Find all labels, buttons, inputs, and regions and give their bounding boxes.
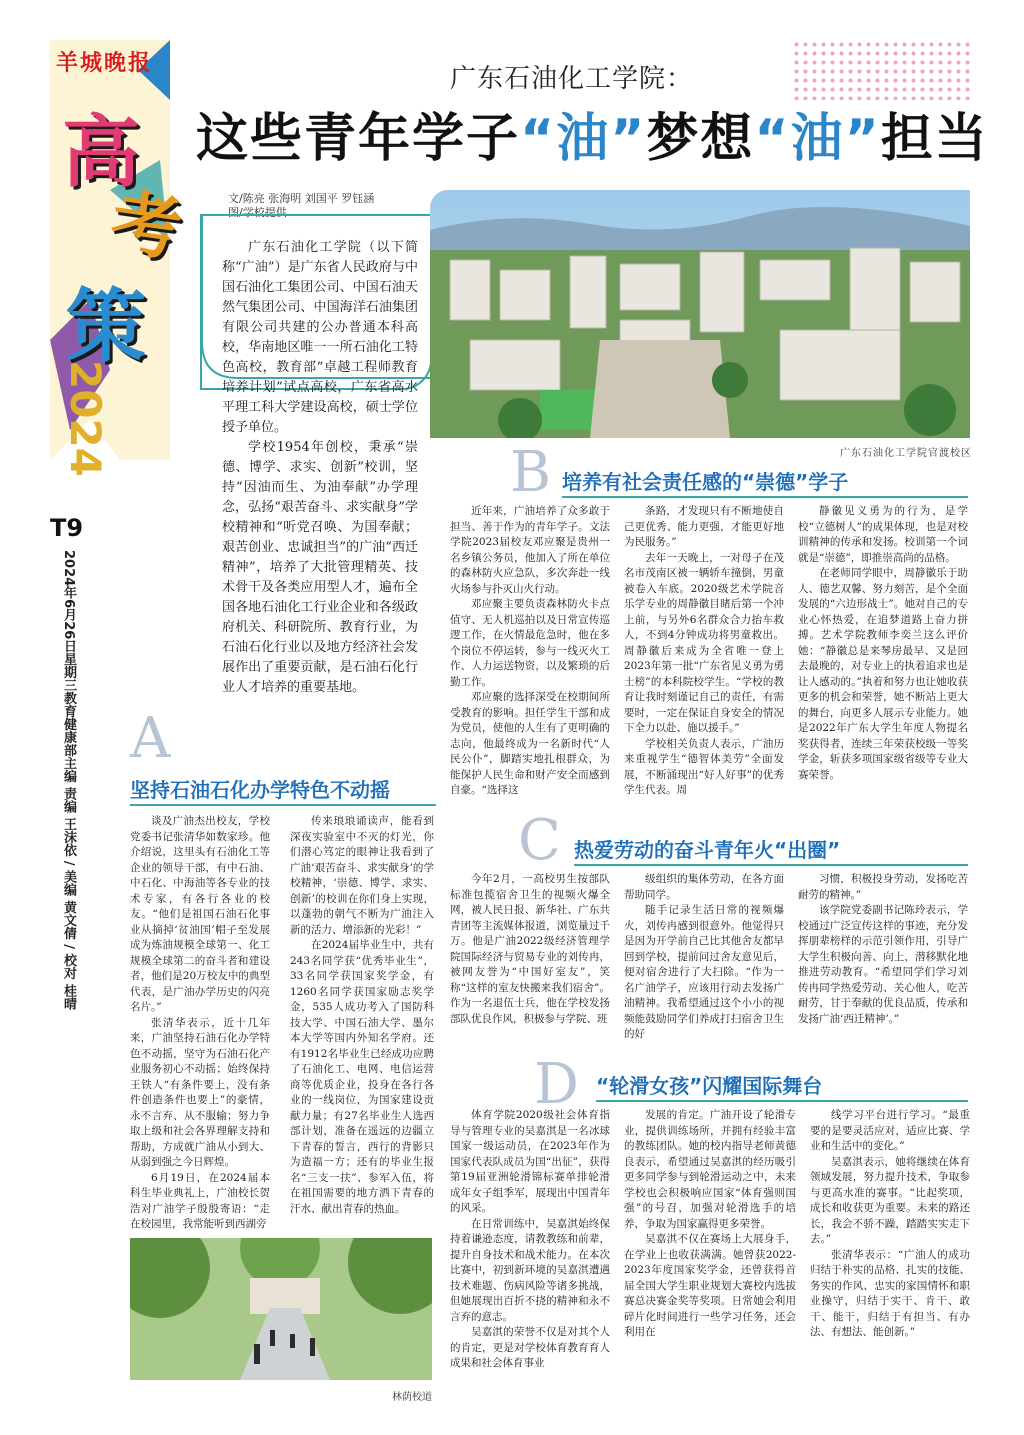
campus-aerial-photo bbox=[430, 190, 970, 438]
section-d-rule bbox=[596, 1100, 968, 1102]
section-c-column-2: 级组织的集体劳动，在各方面帮助同学。 随手记录生活日常的视频爆火，刘传冉感到很意外。他觉得只是因为开学前自己比其他舍友都早回到学校，提前问过舍友意见后，便对宿舍进行了大扫除。“作为一名广油学子，应该用行动去发扬广油精神。我希望通过这个小小的视频能鼓励同学们养成打扫宿舍卫生的好 bbox=[624, 873, 784, 1040]
photo-caption-top: 广东石油化工学院官渡校区 bbox=[840, 448, 972, 459]
masthead-logo: 羊城晚报 bbox=[56, 51, 153, 76]
headline-title: 这些青年学子“油”梦想“油”担当 bbox=[196, 109, 989, 169]
section-a-letter: A bbox=[130, 706, 171, 771]
page-meta-vertical: 2024年6月26日星期三教育健康部主编 责编 王沫依 / 美编 黄文倩 / 校对 桂晴 bbox=[61, 550, 76, 1011]
column-year: 2024 bbox=[61, 360, 110, 477]
photo-caption-bottom: 林荫校道 bbox=[392, 1392, 432, 1403]
section-d-column-1: 体育学院2020级社会体育指导与管理专业的吴嘉淇是一名冰球国家一级运动员，在2023年作为国家代表队成员为国“出征”，获得第19届亚洲轮滑锦标赛单排轮滑成年女子组季军，展现出中国青年的风采。 在日常训练中，吴嘉淇始终保持着谦逊态度，请教教练和前辈，提升自身技术和战术能力。在本次比赛中，初到新环境的吴嘉淇遭遇技术难题、伤病风险等诸多挑战，但她展现出百折不挠的精神和永不言弃的意志。 吴嘉淇的荣誉不仅是对其个人的肯定，更是对学校体育教育育人成果和社会体育事业 bbox=[450, 1109, 610, 1369]
column-glyph-2: 考 bbox=[105, 179, 187, 272]
headline-subtitle: 广东石油化工学院： bbox=[450, 64, 694, 94]
section-c-title: 热爱劳动的奋斗青年火“出圈” bbox=[574, 838, 841, 862]
section-d-title: “轮滑女孩”闪耀国际舞台 bbox=[596, 1074, 823, 1098]
section-d-column-3: 线学习平台进行学习。“最重要的是要灵活应对，适应比赛、学业和生活中的变化。” 吴嘉淇表示，她将继续在体育领域发展，努力提升技术，争取参与更高水准的赛事。“比起奖项，成长和收获更为重要。未来的路还长，我会不骄不躁，踏踏实实走下去。” 张清华表示：“广油人的成功归结于朴实的品格、扎实的技能、务实的作风、忠实的家国情怀和职业操守，归结于实干、肯干、敢干、能干，归结于有担当、有办法、有想法、能创新。” bbox=[810, 1109, 970, 1338]
section-b-column-2: 条路，才发现只有不断地使自己更优秀、能力更强，才能更好地为民服务。” 去年一天晚上，一对母子在茂名市茂南区被一辆轿车撞倒，男童被卷入车底。2020级艺术学院音乐学专业的周静徽目睹后第一个冲上前，与另外6名群众合力抬车救人，不到4分钟成功将男童救出。周静徽后来成为全省唯一登上2023年第一批“广东省见义勇为勇士榜”的本科院校学生。“学校的教育让我时刻谨记自己的责任，有需要时，一定在保证自身安全的情况下全力以赴、施以援手。” 学校相关负责人表示，广油历来重视学生“德智体美劳”全面发展，不断涌现出“好人好事”的优秀学生代表。周 bbox=[624, 505, 784, 796]
dot-pattern-decoration bbox=[792, 40, 972, 100]
section-c-column-1: 今年2月，一高校男生按部队标准包揽宿舍卫生的视频火爆全网，被人民日报、新华社、广东共青团等主流媒体报道，浏览量过千万。他是广油2022级经济管理学院国际经济与贸易专业的刘传冉，被网友誉为“中国好室友”，笑称“这样的室友快搬来我们宿舍”。作为一名退伍士兵，他在学校发扬部队优良作风，积极参与学院、班 bbox=[450, 873, 610, 1025]
section-b-rule bbox=[562, 496, 968, 498]
section-d-letter: D bbox=[534, 1052, 579, 1117]
section-c-column-3: 习惯，积极投身劳动，发扬吃苦耐劳的精神。” 该学院党委副书记陈玲表示，学校通过广泛宣传这样的事迹，充分发挥朋辈榜样的示范引领作用，引导广大学生积极向善、向上，潜移默化地推进劳动教育。“希望同学们学习刘传冉同学热爱劳动、关心他人，吃苦耐劳，甘于奉献的优良品质，传承和发扬广油‘西迁精神’。” bbox=[798, 873, 968, 1025]
page-number: T9 bbox=[50, 514, 84, 542]
section-b-title: 培养有社会责任感的“崇德”学子 bbox=[562, 470, 849, 494]
column-glyph-1: 高 bbox=[62, 107, 141, 198]
byline: 文/陈亮 张海明 刘国平 罗钰涵 图/学校提供 bbox=[228, 192, 375, 219]
section-a-rule bbox=[130, 804, 436, 806]
column-glyph-3: 策 bbox=[66, 279, 146, 373]
section-a-title: 坚持石油石化办学特色不动摇 bbox=[130, 778, 390, 802]
section-d-column-2: 发展的肯定。广油开设了轮滑专业，提供训练场所，并拥有经验丰富的教练团队。她的校内指导老师黄德良表示，希望通过吴嘉淇的经历吸引更多同学参与到轮滑运动之中，未来学校也会积极响应国家“体育强则国强”的号召，加强对轮滑选手的培养，争取为国家赢得更多荣誉。 吴嘉淇不仅在赛场上大展身手，在学业上也收获满满。她曾获2022-2023年度国家奖学金，还曾获得首届全国大学生职业规划大赛校内选拔赛总决赛金奖等奖项。日常她会利用碎片化时间进行一些学习任务，还会利用在 bbox=[624, 1109, 796, 1338]
section-c-letter: C bbox=[518, 808, 561, 873]
intro-text: 广东石油化工学院（以下简称“广油”）是广东省人民政府与中国石油化工集团公司、中国石油天然气集团公司、中国海洋石油集团有限公司共建的公办普通本科高校，华南地区唯一一所石油化工特色高校，教育部“卓越工程师教育培养计划”试点高校，广东省高水平理工科大学建设高校，硕士学位授予单位。 学校1954年创校，秉承“崇德、博学、求实、创新”校训，坚持“因油而生、为油奉献”办学理念，弘扬“艰苦奋斗、求实献身”学校精神和“听党召唤、为国奉献；艰苦创业、忠诚担当”的广油“西迁精神”，培养了大批管理精英、技术骨干及各类应用型人才，遍布全国各地石油化工行业企业和各级政府机关、科研院所、教育行业，为石油石化行业以及地方经济社会发展作出了重要贡献，是石油石化行业人才培养的重要基地。 bbox=[222, 240, 418, 695]
campus-boulevard-photo bbox=[130, 1238, 432, 1380]
section-a-column-1: 谈及广油杰出校友，学校党委书记张清华如数家珍。他介绍说，这里头有石油化工等企业的领导干部，有中石油、中石化、中海油等各专业的技术专家，有各行各业的校友。“他们是祖国石油石化事业从摘掉‘贫油国’帽子至发展成为炼油规模全球第一、化工规模全球第二的奋斗者和建设者，他们是20万校友中的典型代表，是广油办学历史的闪亮名片。” 张清华表示，近十几年来，广油坚持石油石化办学特色不动摇，坚守为石油石化产业服务初心不动摇；始终保持王铁人“有条件要上，没有条件创造条件也要上”的豪情，永不言弃、从不服输；努力争取上级和社会各界理解支持和帮助，方成就广油从小到大、从弱到强之今日辉煌。 6月19日，在2024届本科生毕业典礼上，广油校长贺浩对广油学子殷殷寄语：“走在校园里，我常能听到西湖旁 bbox=[130, 815, 270, 1230]
intro-border bbox=[190, 232, 440, 382]
section-a-column-2: 传来琅琅诵读声，能看到深夜实验室中不灭的灯光，你们潜心笃定的眼神让我看到了广油‘艰苦奋斗、求实献身’的学校精神，‘崇德、博学、求实、创新’的校训在你们身上实现，以蓬勃的朝气不断为广油注入新的活力、增添新的光彩！” 在2024届毕业生中，共有243名同学获“优秀毕业生”，33名同学获国家奖学金，有1260名同学获国家励志奖学金，535人成功考入了国防科技大学、中国石油大学、墨尔本大学等国内外知名学府。还有1912名毕业生已经成功应聘了石油化工、电网、电信运营商等优质企业，投身在各行各业的一线岗位，为国家建设贡献力量；有27名毕业生人选西部计划，准备在遥远的边疆立下青春的誓言，西行的背影只为造福一方；还有的毕业生报名“三支一扶”、参军入伍，将在祖国需要的地方洒下青春的汗水、献出青春的热血。 bbox=[290, 815, 434, 1215]
section-c-rule bbox=[574, 864, 968, 866]
section-b-letter: B bbox=[510, 440, 552, 505]
section-b-column-1: 近年来，广油培养了众多敢于担当、善于作为的青年学子。文法学院2023届校友邓应聚是贵州一名乡镇公务员，他加入了所在单位的森林防火应急队，多次奔赴一线火场参与扑灭山火行动。 邓应聚主要负责森林防火卡点值守、无人机巡拍以及日常宣传巡逻工作，在火情最危急时，他在多个岗位不停运转，参与一线灭火工作、人力运送物资，以及繁琐的后勤工作。 邓应聚的选择深受在校期间所受教育的影响。担任学生干部和成为党员，使他的人生有了更明确的志向，他最终成为一名新时代“人民公仆”，脚踏实地扎根群众，为能保护人民生命和财产安全而感到自豪。“选择这 bbox=[450, 505, 610, 796]
section-b-column-3: 静徽见义勇为的行为，是学校“立德树人”的成果体现，也是对校训精神的传承和发扬。校训第一个词就是“崇德”，即推崇高尚的品格。 在老师同学眼中，周静徽乐于助人、德艺双馨、努力刻苦，是个全面发展的“六边形战士”。她对自己的专业心怀热爱，在追梦道路上奋力拼搏。艺术学院教师李奕兰这么评价她：“静徽总是来琴房最早、又是回去最晚的，对专业上的执着追求也是让人感动的。”执着和努力也让她收获更多的机会和荣誉，她不断站上更大的舞台，向更多人展示专业能力。她是2022年广东大学生年度人物提名奖获得者，连续三年荣获校级一等奖学金，斩获多项国家级省级等专业大赛荣誉。 bbox=[798, 505, 968, 781]
